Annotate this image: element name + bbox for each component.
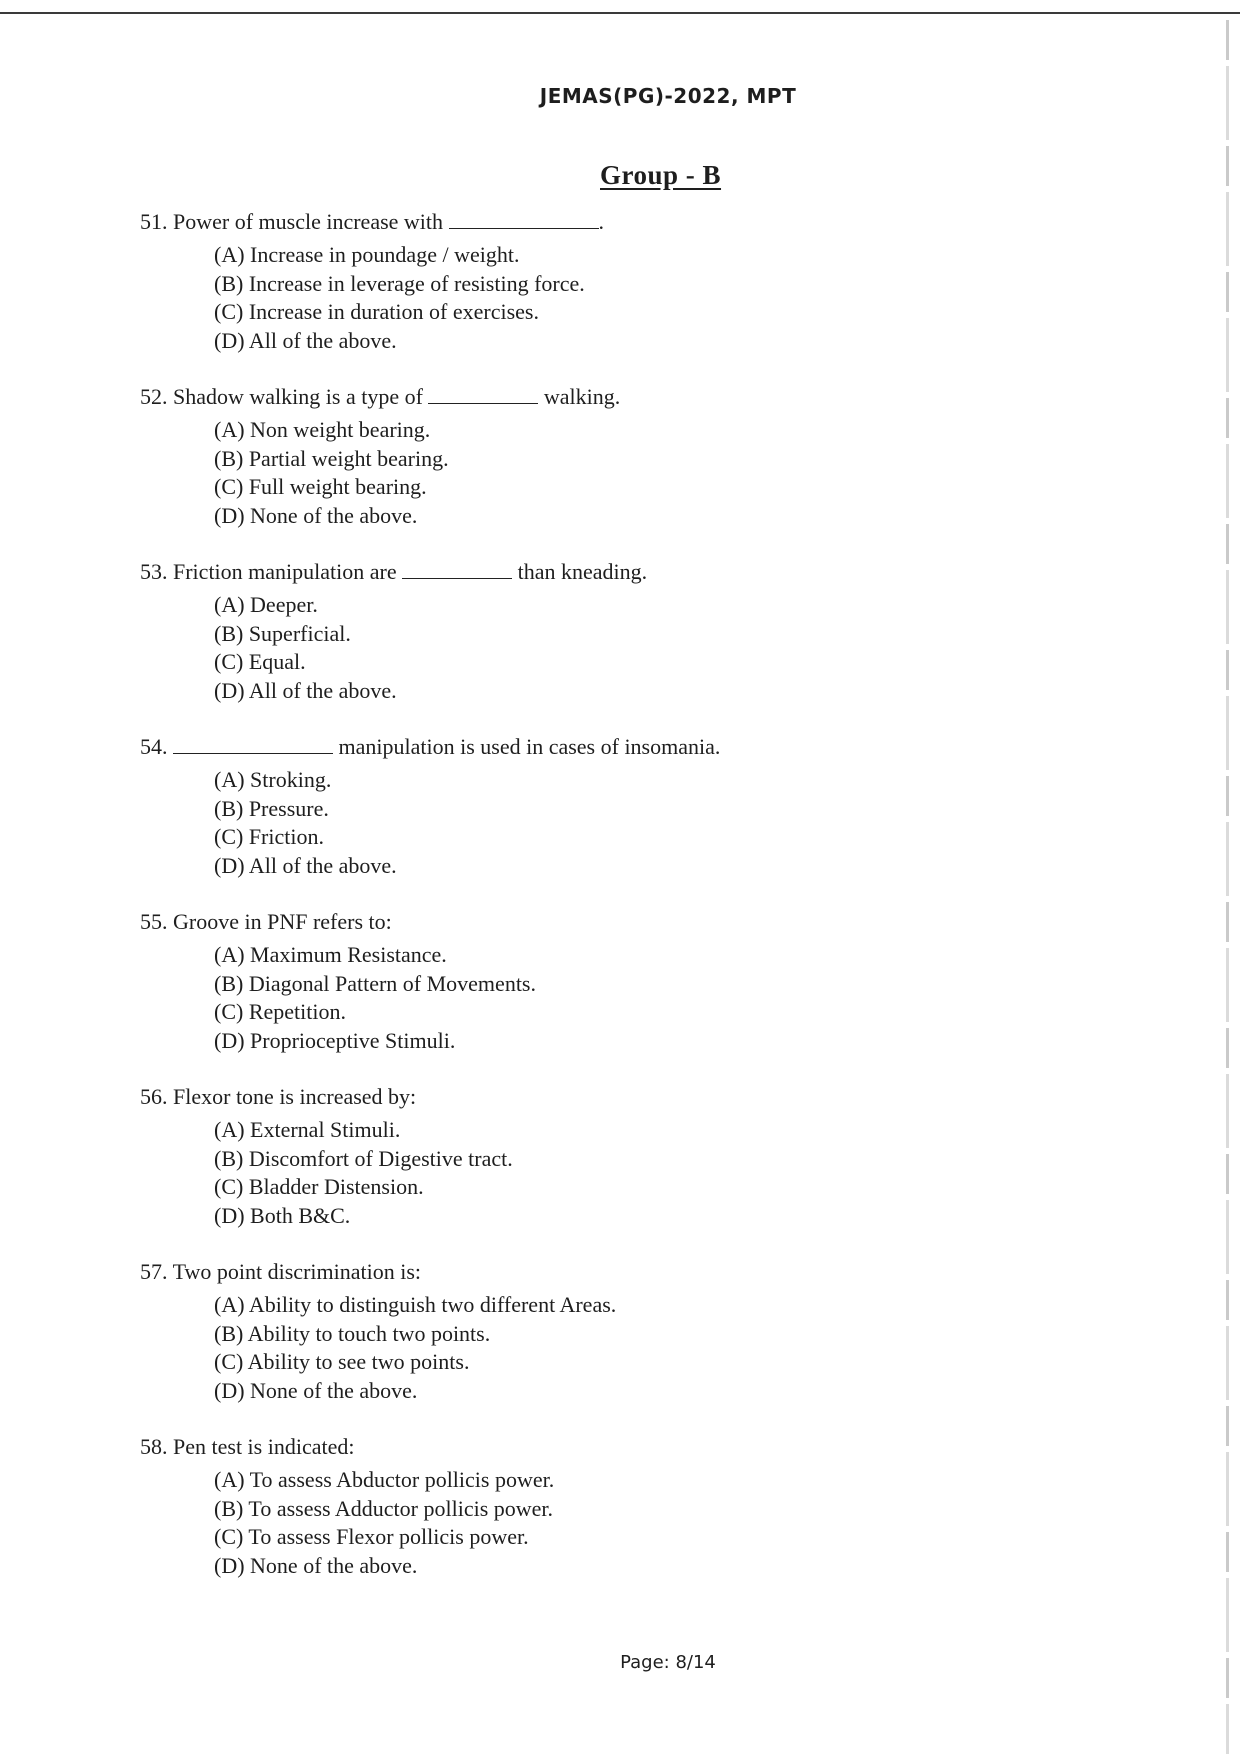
question-text: Friction manipulation are xyxy=(173,559,397,584)
option-list xyxy=(214,591,1140,705)
option-c: (C) Ability to see two points. xyxy=(214,1349,470,1374)
question-number: 55. xyxy=(140,909,168,934)
top-border-line xyxy=(0,12,1240,14)
question-number: 51. xyxy=(140,209,168,234)
question-51 xyxy=(140,208,1140,383)
question-number: 52. xyxy=(140,384,168,409)
option-list xyxy=(214,766,1140,880)
option-list xyxy=(214,1116,1140,1230)
question-text: Power of muscle increase with xyxy=(173,209,444,234)
question-number: 57. xyxy=(140,1259,168,1284)
exam-title: JEMAS(PG)-2022, MPT xyxy=(539,84,797,108)
option-a: (A) Non weight bearing. xyxy=(214,417,431,442)
option-a: (A) Maximum Resistance. xyxy=(214,942,447,967)
option-d: (D) All of the above. xyxy=(214,327,397,353)
question-stem xyxy=(140,383,1140,413)
option-d: (D) None of the above. xyxy=(214,502,418,528)
question-stem xyxy=(140,558,1140,588)
option-c: (C) Increase in duration of exercises. xyxy=(214,299,539,324)
option-d: (D) Proprioceptive Stimuli. xyxy=(214,1027,456,1053)
option-a: (A) Increase in poundage / weight. xyxy=(214,242,520,267)
question-text-after: manipulation is used in cases of insomania. xyxy=(338,734,721,759)
question-text-after: walking. xyxy=(543,384,621,409)
question-stem xyxy=(140,1433,1140,1463)
question-text-after: . xyxy=(598,209,605,234)
option-a: (A) To assess Abductor pollicis power. xyxy=(214,1467,555,1492)
question-text-after: than kneading. xyxy=(517,559,648,584)
option-c: (C) To assess Flexor pollicis power. xyxy=(214,1524,529,1549)
question-58 xyxy=(140,1433,1140,1608)
question-stem xyxy=(140,1258,1140,1288)
question-text: Pen test is indicated: xyxy=(173,1434,355,1459)
answer-blank xyxy=(428,385,538,404)
question-52 xyxy=(140,383,1140,558)
option-b: (B) Pressure. xyxy=(214,795,329,821)
option-c: (C) Bladder Distension. xyxy=(214,1174,424,1199)
option-b: (B) Discomfort of Digestive tract. xyxy=(214,1145,513,1171)
option-c: (C) Full weight bearing. xyxy=(214,474,427,499)
scan-edge-shadow xyxy=(1226,20,1229,1754)
answer-blank xyxy=(402,560,512,579)
question-stem xyxy=(140,908,1140,938)
option-a: (A) Stroking. xyxy=(214,767,332,792)
question-number: 58. xyxy=(140,1434,168,1459)
option-d: (D) All of the above. xyxy=(214,852,397,878)
option-b: (B) Superficial. xyxy=(214,620,351,646)
question-text: Shadow walking is a type of xyxy=(173,384,423,409)
option-b: (B) To assess Adductor pollicis power. xyxy=(214,1495,554,1521)
question-number: 54. xyxy=(140,734,168,759)
option-list xyxy=(214,1466,1140,1580)
question-text: Flexor tone is increased by: xyxy=(173,1084,417,1109)
answer-blank xyxy=(449,210,599,229)
question-stem xyxy=(140,1083,1140,1113)
option-a: (A) External Stimuli. xyxy=(214,1117,401,1142)
option-c: (C) Equal. xyxy=(214,649,306,674)
question-57 xyxy=(140,1258,1140,1433)
option-c: (C) Repetition. xyxy=(214,999,346,1024)
option-b: (B) Ability to touch two points. xyxy=(214,1320,491,1346)
option-c: (C) Friction. xyxy=(214,824,324,849)
option-b: (B) Partial weight bearing. xyxy=(214,445,449,471)
question-stem xyxy=(140,208,1140,238)
question-56 xyxy=(140,1083,1140,1258)
option-d: (D) All of the above. xyxy=(214,677,397,703)
option-d: (D) None of the above. xyxy=(214,1377,418,1403)
group-title: Group - B xyxy=(600,160,722,190)
question-text: Groove in PNF refers to: xyxy=(173,909,392,934)
option-list xyxy=(214,241,1140,355)
question-54 xyxy=(140,733,1140,908)
option-d: (D) None of the above. xyxy=(214,1552,418,1578)
option-d: (D) Both B&C. xyxy=(214,1202,351,1228)
option-list xyxy=(214,416,1140,530)
option-list xyxy=(214,1291,1140,1405)
question-stem xyxy=(140,733,1140,763)
option-a: (A) Deeper. xyxy=(214,592,318,617)
question-53 xyxy=(140,558,1140,733)
option-b: (B) Increase in leverage of resisting force. xyxy=(214,270,585,296)
option-list xyxy=(214,941,1140,1055)
question-text: Two point discrimination is: xyxy=(172,1259,422,1284)
option-b: (B) Diagonal Pattern of Movements. xyxy=(214,970,536,996)
question-55 xyxy=(140,908,1140,1083)
page-number: Page: 8/14 xyxy=(620,1652,716,1673)
answer-blank xyxy=(173,735,333,754)
question-number: 56. xyxy=(140,1084,168,1109)
question-number: 53. xyxy=(140,559,168,584)
option-a: (A) Ability to distinguish two different Areas. xyxy=(214,1292,617,1317)
question-list xyxy=(140,208,1140,1608)
